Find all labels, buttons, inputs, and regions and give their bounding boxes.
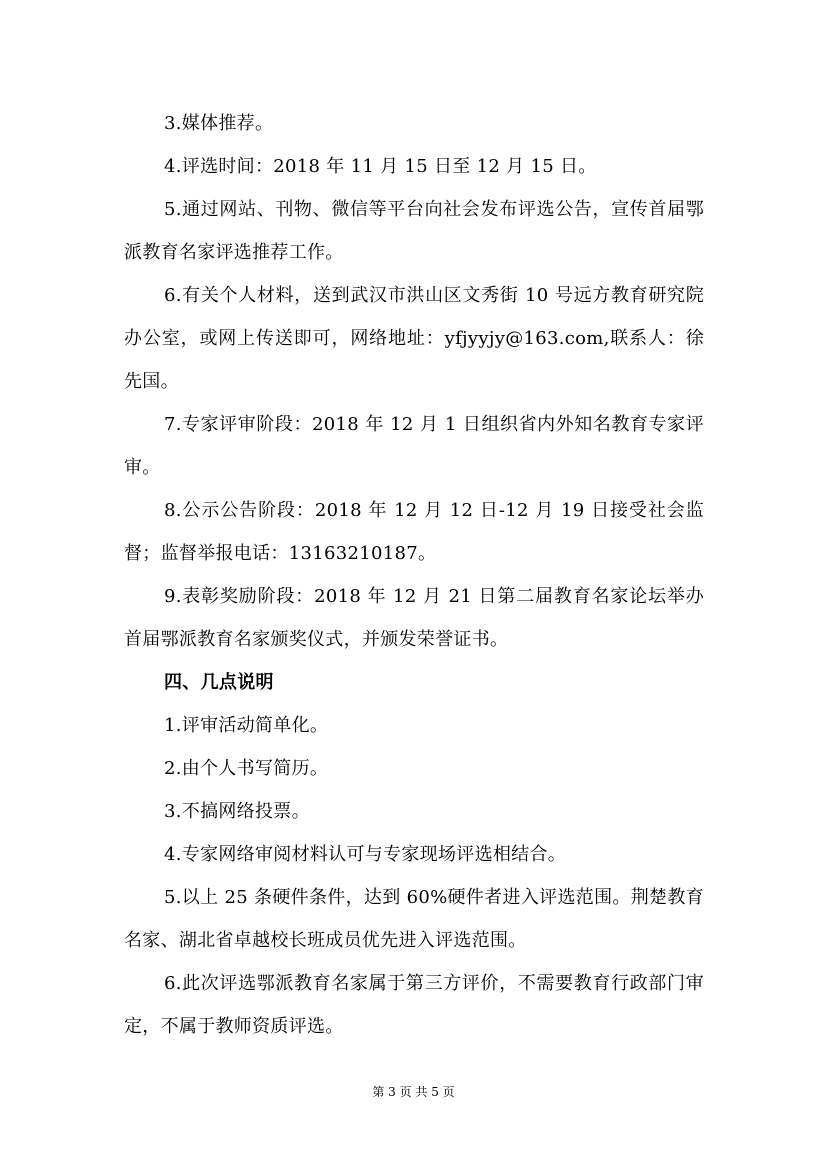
note-item: 5.以上 25 条硬件条件，达到 60%硬件者进入评选范围。荆楚教育名家、湖北省卓越校长班成员优先进入评选范围。 [124,887,704,951]
paragraph-selection-time: 4.评选时间：2018 年 11 月 15 日至 12 月 15 日。 [164,156,597,177]
note-item: 1.评审活动简单化。 [164,715,329,736]
paragraph-media-recommendation: 3.媒体推荐。 [164,113,274,134]
page-content [124,102,704,1048]
paragraph-materials-submission: 6.有关个人材料，送到武汉市洪山区文秀街 10 号远方教育研究院办公室，或网上传送即可，网络地址：yfjyyjy@163.com,联系人：徐先国。 [124,285,704,392]
paragraph-public-notice: 8.公示公告阶段：2018 年 12 月 12 日-12 月 19 日接受社会监督；监督举报电话：13163210187。 [124,500,704,564]
page-footer: 第 3 页 共 5 页 [372,1085,455,1099]
paragraph-expert-review: 7.专家评审阶段：2018 年 12 月 1 日组织省内外知名教育专家评审。 [124,414,704,478]
section-heading: 四、几点说明 [164,672,274,693]
note-item: 4.专家网络审阅材料认可与专家现场评选相结合。 [164,844,567,865]
paragraph-publicity: 5.通过网站、刊物、微信等平台向社会发布评选公告，宣传首届鄂派教育名家评选推荐工作。 [124,199,704,263]
note-item: 6.此次评选鄂派教育名家属于第三方评价，不需要教育行政部门审定，不属于教师资质评选。 [124,973,704,1037]
note-item: 2.由个人书写简历。 [164,758,329,779]
note-item: 3.不搞网络投票。 [164,801,310,822]
paragraph-award-stage: 9.表彰奖励阶段：2018 年 12 月 21 日第二届教育名家论坛举办首届鄂派教育名家颁奖仪式，并颁发荣誉证书。 [124,586,704,650]
